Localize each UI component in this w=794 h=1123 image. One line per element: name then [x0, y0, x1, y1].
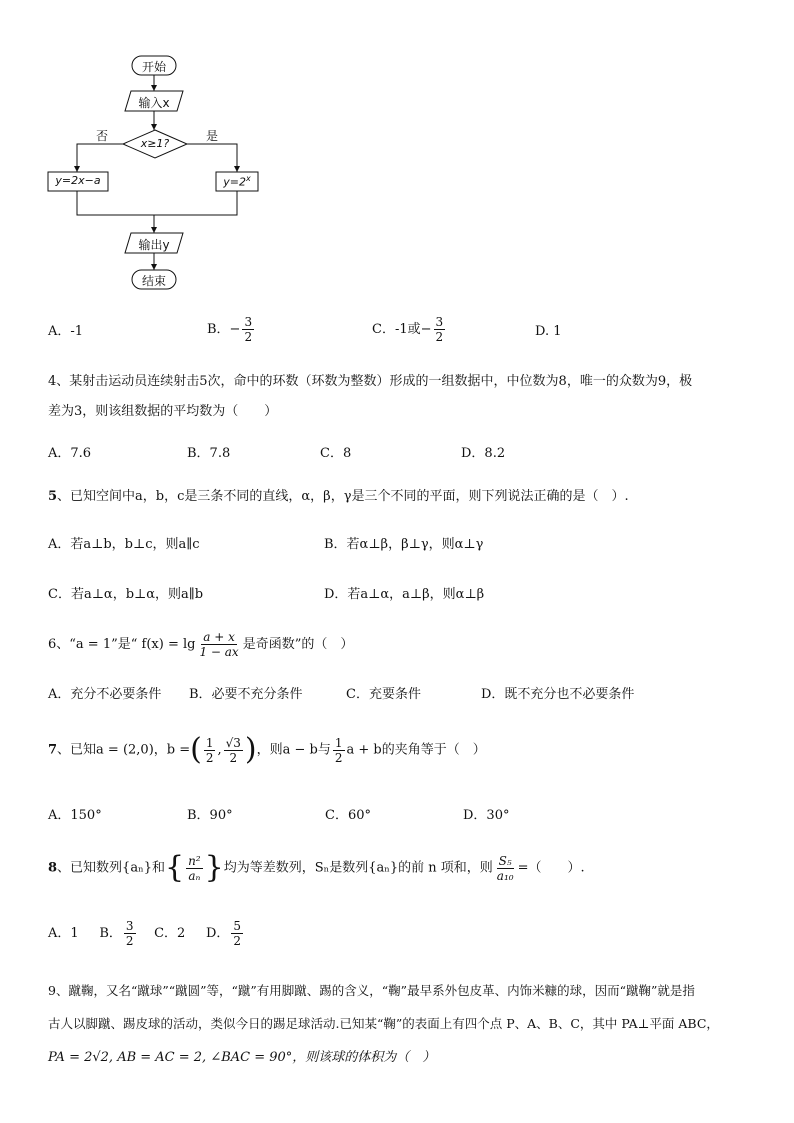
denominator: 2	[205, 750, 214, 765]
q7-option-b: B．90°	[187, 808, 233, 823]
q7-option-a: A．150°	[48, 808, 102, 823]
flowchart-end-label: 结束	[141, 274, 166, 288]
q4-stem-line1: 4、某射击运动员连续射击5次，命中的环数（环数为整数）形成的一组数据中，中位数为8，唯一的众数为9，极	[48, 374, 693, 389]
q8-option-b: B．	[99, 926, 122, 941]
q5-number: 5	[48, 489, 58, 504]
q8-stem-prefix: 、已知数列{aₙ}和	[57, 860, 165, 876]
q6-stem-prefix: 6、“a = 1”是“ f(x) = lg	[48, 637, 196, 652]
q7-fraction-3	[333, 736, 345, 765]
arrowhead	[234, 166, 240, 172]
denominator: 2	[229, 750, 238, 765]
flowchart-yes-label: 是	[206, 129, 219, 143]
q8-option-d: D．	[205, 926, 230, 941]
denominator: 2	[233, 934, 242, 948]
flowchart-input-label: 输入x	[138, 96, 170, 110]
q3-option-c-fraction	[434, 315, 446, 344]
numerator: 3	[244, 315, 253, 329]
denominator: 2	[334, 750, 343, 765]
arrowhead	[151, 85, 157, 91]
q8-stem-suffix: =（ ）.	[517, 860, 585, 876]
numerator: √3	[225, 735, 241, 750]
q7-stem-prefix: 、已知a = (2,0)，b =	[57, 742, 191, 758]
q8-option-b-fraction	[124, 919, 136, 948]
right-brace: }	[204, 850, 224, 885]
q4-option-b: B．7.8	[187, 446, 231, 461]
q8-number: 8	[48, 860, 58, 876]
q3-option-d: D. 1	[535, 324, 562, 339]
numerator: 3	[125, 919, 134, 933]
q6-option-b: B．必要不充分条件	[189, 687, 303, 702]
numerator: 3	[435, 315, 444, 329]
q7-fraction-2	[224, 736, 243, 765]
arrowhead	[151, 124, 157, 130]
q4-option-a: A．7.6	[48, 446, 92, 461]
right-paren: )	[244, 732, 257, 767]
q6-stem-suffix: 是奇函数”的（ ）	[242, 637, 354, 652]
q9-stem-line1: 9、蹴鞠，又名“蹴球”“蹴圆”等，“蹴”有用脚蹴、踢的含义，“鞠”最早系外包皮革、内饰米糠的球，因而“蹴鞠”就是指	[48, 983, 695, 998]
q8-stem-middle: 均为等差数列，Sₙ是数列{aₙ}的前 n 项和，则	[223, 860, 493, 876]
q5-stem	[48, 489, 629, 505]
numerator: 1	[334, 735, 343, 750]
q6-option-c: C．充要条件	[346, 687, 421, 702]
flowchart-right-box-sup: x	[246, 174, 251, 183]
q5-stem-text: 、已知空间中a，b，c是三条不同的直线，α，β，γ是三个不同的平面，则下列说法正确的是（ ）.	[57, 489, 629, 504]
flowchart-right-box-label	[216, 174, 258, 189]
q3-option-b-fraction	[242, 315, 254, 344]
denominator: aₙ	[188, 868, 201, 883]
flowchart-left-box-label: y=2x−a	[55, 174, 101, 187]
numerator: 1	[205, 735, 214, 750]
q3-option-b	[207, 315, 256, 344]
q7-fraction-1	[204, 736, 216, 765]
q7-option-d: D．30°	[463, 808, 510, 823]
q5-option-a: A．若a⊥b，b⊥c，则a∥c	[48, 537, 200, 552]
flowchart-no-label: 否	[96, 129, 109, 143]
q6-option-a: A．充分不必要条件	[48, 687, 162, 702]
q7-stem-suffix: a + b的夹角等于（ ）	[346, 742, 486, 758]
left-paren: (	[190, 732, 202, 767]
q8-fraction-2	[495, 854, 516, 883]
q7-number: 7	[48, 742, 58, 758]
left-brace: {	[164, 850, 185, 885]
flowchart	[0, 0, 300, 300]
arrowhead	[151, 264, 157, 270]
q3-option-c	[372, 315, 447, 344]
flowchart-decision-label: x≥1?	[140, 137, 170, 150]
denominator: 2	[435, 330, 444, 344]
q4-option-d: D．8.2	[461, 446, 506, 461]
q8-stem	[48, 850, 585, 885]
denominator: a₁₀	[496, 868, 514, 883]
denominator: 2	[244, 330, 253, 344]
numerator: 5	[233, 919, 242, 933]
q4-option-c: C．8	[320, 446, 352, 461]
q5-option-c: C．若a⊥α，b⊥α，则a∥b	[48, 587, 204, 602]
q5-option-d: D．若a⊥α，a⊥β，则α⊥β	[324, 587, 485, 602]
q9-stem-line3: PA = 2√2, AB = AC = 2, ∠BAC = 90°，则该球的体积为（ ）	[48, 1050, 436, 1065]
arrowhead	[151, 227, 157, 233]
q9-stem-line2: 古人以脚蹴、踢皮球的活动，类似今日的踢足球活动.已知某“鞠”的表面上有四个点 P、A、B、C，其中 PA⊥平面 ABC，	[48, 1016, 719, 1031]
q8-option-a: A．1	[48, 926, 79, 941]
q7-stem: 7、已知a = (2,0)，b =( $\frac{1}{2}$ , $\frac{√3}{2}$ )，则a − b与 $\frac{1}{2}$ a + b的夹角等于（ ）	[48, 732, 486, 767]
denominator: 1 − ax	[199, 645, 239, 659]
q7-stem-middle: ，则a − b与	[256, 742, 331, 758]
q3-option-a: A．-1	[48, 324, 84, 339]
q4-stem-line2: 差为3，则该组数据的平均数为（ ）	[48, 404, 278, 419]
q8-option-d-fraction	[231, 919, 243, 948]
q3-option-b-prefix: B．−	[207, 322, 241, 337]
q6-fraction	[197, 630, 240, 659]
q3-option-c-prefix: C．-1或−	[372, 322, 432, 337]
numerator: S₅	[498, 853, 512, 868]
q8-fraction-1	[186, 854, 203, 883]
q8-options	[48, 919, 245, 948]
q6-stem	[48, 630, 353, 659]
flowchart-start-label: 开始	[141, 60, 166, 74]
q5-option-b: B．若α⊥β，β⊥γ，则α⊥γ	[324, 537, 484, 552]
numerator: a + x	[203, 630, 235, 644]
denominator: 2	[125, 934, 134, 948]
q8-option-c: C．2	[154, 926, 186, 941]
numerator: n²	[188, 853, 201, 868]
arrowhead	[74, 166, 80, 172]
flowchart-right-box-text: y=2	[223, 175, 246, 189]
flowchart-output-label: 输出y	[138, 238, 170, 252]
q7-option-c: C．60°	[325, 808, 371, 823]
q6-option-d: D．既不充分也不必要条件	[481, 687, 635, 702]
